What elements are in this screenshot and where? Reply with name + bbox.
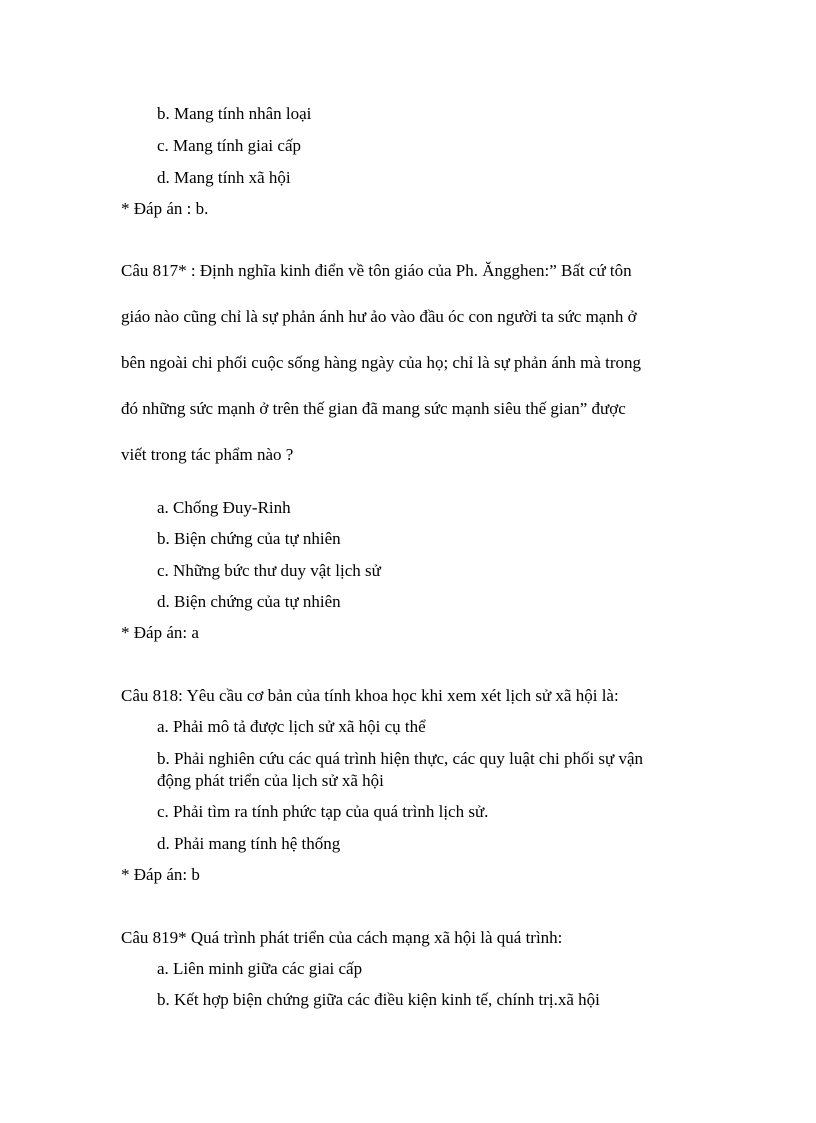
- option-a: a. Phải mô tả được lịch sử xã hội cụ thể: [157, 717, 426, 736]
- option-d: d. Mang tính xã hội: [157, 168, 291, 187]
- question-819: Câu 819* Quá trình phát triển của cách mạng xã hội là quá trình:: [121, 928, 563, 947]
- option-b-continued: động phát triển của lịch sử xã hội: [157, 771, 384, 790]
- option-d: d. Biện chứng của tự nhiên: [157, 592, 341, 611]
- answer-line: * Đáp án : b.: [121, 199, 209, 218]
- answer-line: * Đáp án: b: [121, 865, 200, 884]
- option-a: a. Chống Đuy-Rinh: [157, 498, 291, 517]
- option-a: a. Liên minh giữa các giai cấp: [157, 959, 363, 978]
- answer-line: * Đáp án: a: [121, 623, 199, 642]
- option-b: b. Biện chứng của tự nhiên: [157, 529, 341, 548]
- option-c: c. Mang tính giai cấp: [157, 136, 301, 155]
- question-818: Câu 818: Yêu cầu cơ bản của tính khoa học khi xem xét lịch sử xã hội là:: [121, 686, 619, 705]
- question-817-line-3: bên ngoài chi phối cuộc sống hàng ngày của họ; chỉ là sự phản ánh mà trong: [121, 353, 642, 372]
- question-817-line-1: Câu 817* : Định nghĩa kinh điển về tôn giáo của Ph. Ăngghen:” Bất cứ tôn: [121, 261, 632, 280]
- option-c: c. Những bức thư duy vật lịch sử: [157, 561, 381, 580]
- question-817-line-2: giáo nào cũng chỉ là sự phản ánh hư ảo vào đầu óc con người ta sức mạnh ở: [121, 307, 637, 326]
- option-b: b. Kết hợp biện chứng giữa các điều kiện kinh tế, chính trị.xã hội: [157, 990, 600, 1009]
- option-d: d. Phải mang tính hệ thống: [157, 834, 341, 853]
- option-b: b. Phải nghiên cứu các quá trình hiện thực, các quy luật chi phối sự vận: [157, 749, 644, 768]
- option-b: b. Mang tính nhân loại: [157, 104, 312, 123]
- question-817-line-4: đó những sức mạnh ở trên thế gian đã mang sức mạnh siêu thế gian” được: [121, 399, 626, 418]
- question-817-line-5: viết trong tác phẩm nào ?: [121, 445, 294, 464]
- option-c: c. Phải tìm ra tính phức tạp của quá trình lịch sử.: [157, 802, 489, 821]
